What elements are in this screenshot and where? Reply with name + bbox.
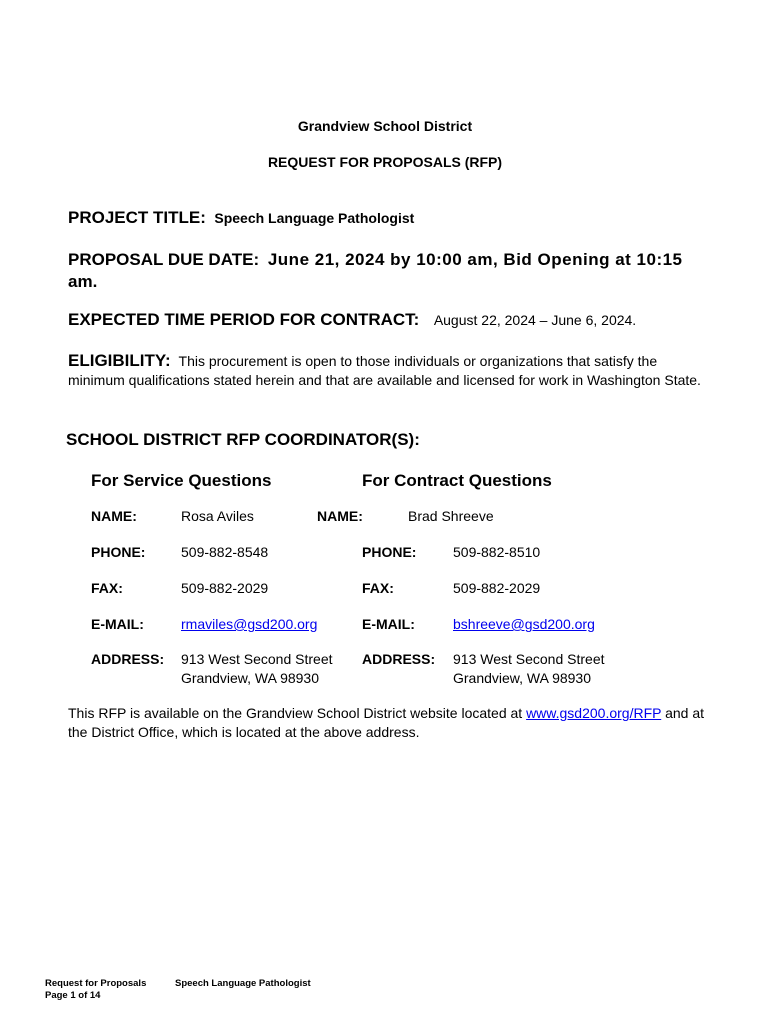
eligibility-text: This procurement is open to those individuals or organizations that satisfy the minimum qualifications stated herein and that are available and licensed for work in Washington State. — [68, 353, 701, 388]
contract-email-link[interactable]: bshreeve@gsd200.org — [453, 616, 595, 632]
eligibility-label: ELIGIBILITY: — [68, 351, 171, 370]
rfp-website-link[interactable]: www.gsd200.org/RFP — [526, 705, 662, 721]
availability-paragraph — [68, 704, 708, 742]
contract-questions-heading: For Contract Questions — [362, 471, 552, 490]
contract-phone: 509-882-8510 — [453, 544, 541, 560]
contract-email-label: E-MAIL: — [362, 616, 415, 632]
due-date-value-continued: am. — [68, 272, 98, 291]
service-address-line1: 913 West Second Street — [181, 651, 333, 667]
contract-address-line1: 913 West Second Street — [453, 651, 605, 667]
footer-project-label: Speech Language Pathologist — [175, 978, 311, 989]
availability-text-before: This RFP is available on the Grandview School District website located at — [68, 705, 527, 721]
district-name: Grandview School District — [297, 118, 473, 134]
service-questions-heading: For Service Questions — [91, 471, 272, 490]
contract-address-line2: Grandview, WA 98930 — [453, 670, 592, 686]
due-date-value: June 21, 2024 by 10:00 am, Bid Opening at 10:15 — [267, 250, 683, 269]
project-title-label: PROJECT TITLE: — [68, 208, 206, 227]
due-date-row — [68, 250, 683, 270]
contract-phone-label: PHONE: — [362, 544, 417, 560]
service-email-link[interactable]: rmaviles@gsd200.org — [181, 616, 318, 632]
footer-page-number: Page 1 of 14 — [45, 990, 101, 1001]
service-address-label: ADDRESS: — [91, 651, 165, 667]
service-name-label: NAME: — [91, 508, 137, 524]
due-date-label: PROPOSAL DUE DATE: — [68, 250, 260, 269]
service-name: Rosa Aviles — [181, 508, 254, 524]
service-phone: 509-882-8548 — [181, 544, 269, 560]
service-address-line2: Grandview, WA 98930 — [181, 670, 320, 686]
contract-fax-label: FAX: — [362, 580, 394, 596]
contract-period-row — [68, 310, 636, 330]
availability-text-after: and at the District Office, which is located at the above address. — [68, 705, 705, 740]
eligibility-paragraph — [68, 351, 708, 390]
contract-name: Brad Shreeve — [408, 508, 494, 524]
document-type: REQUEST FOR PROPOSALS (RFP) — [267, 154, 503, 170]
contract-period-value: August 22, 2024 – June 6, 2024. — [433, 312, 637, 328]
contract-name-label: NAME: — [317, 508, 363, 524]
coordinators-heading: SCHOOL DISTRICT RFP COORDINATOR(S): — [66, 430, 420, 449]
service-fax: 509-882-2029 — [181, 580, 269, 596]
footer-doc-label: Request for Proposals — [45, 978, 147, 989]
contract-period-label: EXPECTED TIME PERIOD FOR CONTRACT: — [68, 310, 420, 329]
service-phone-label: PHONE: — [91, 544, 146, 560]
service-email-label: E-MAIL: — [91, 616, 144, 632]
project-title-row — [68, 208, 414, 228]
contract-address-label: ADDRESS: — [362, 651, 436, 667]
service-fax-label: FAX: — [91, 580, 123, 596]
contract-fax: 509-882-2029 — [453, 580, 541, 596]
project-title-value: Speech Language Pathologist — [214, 210, 415, 226]
